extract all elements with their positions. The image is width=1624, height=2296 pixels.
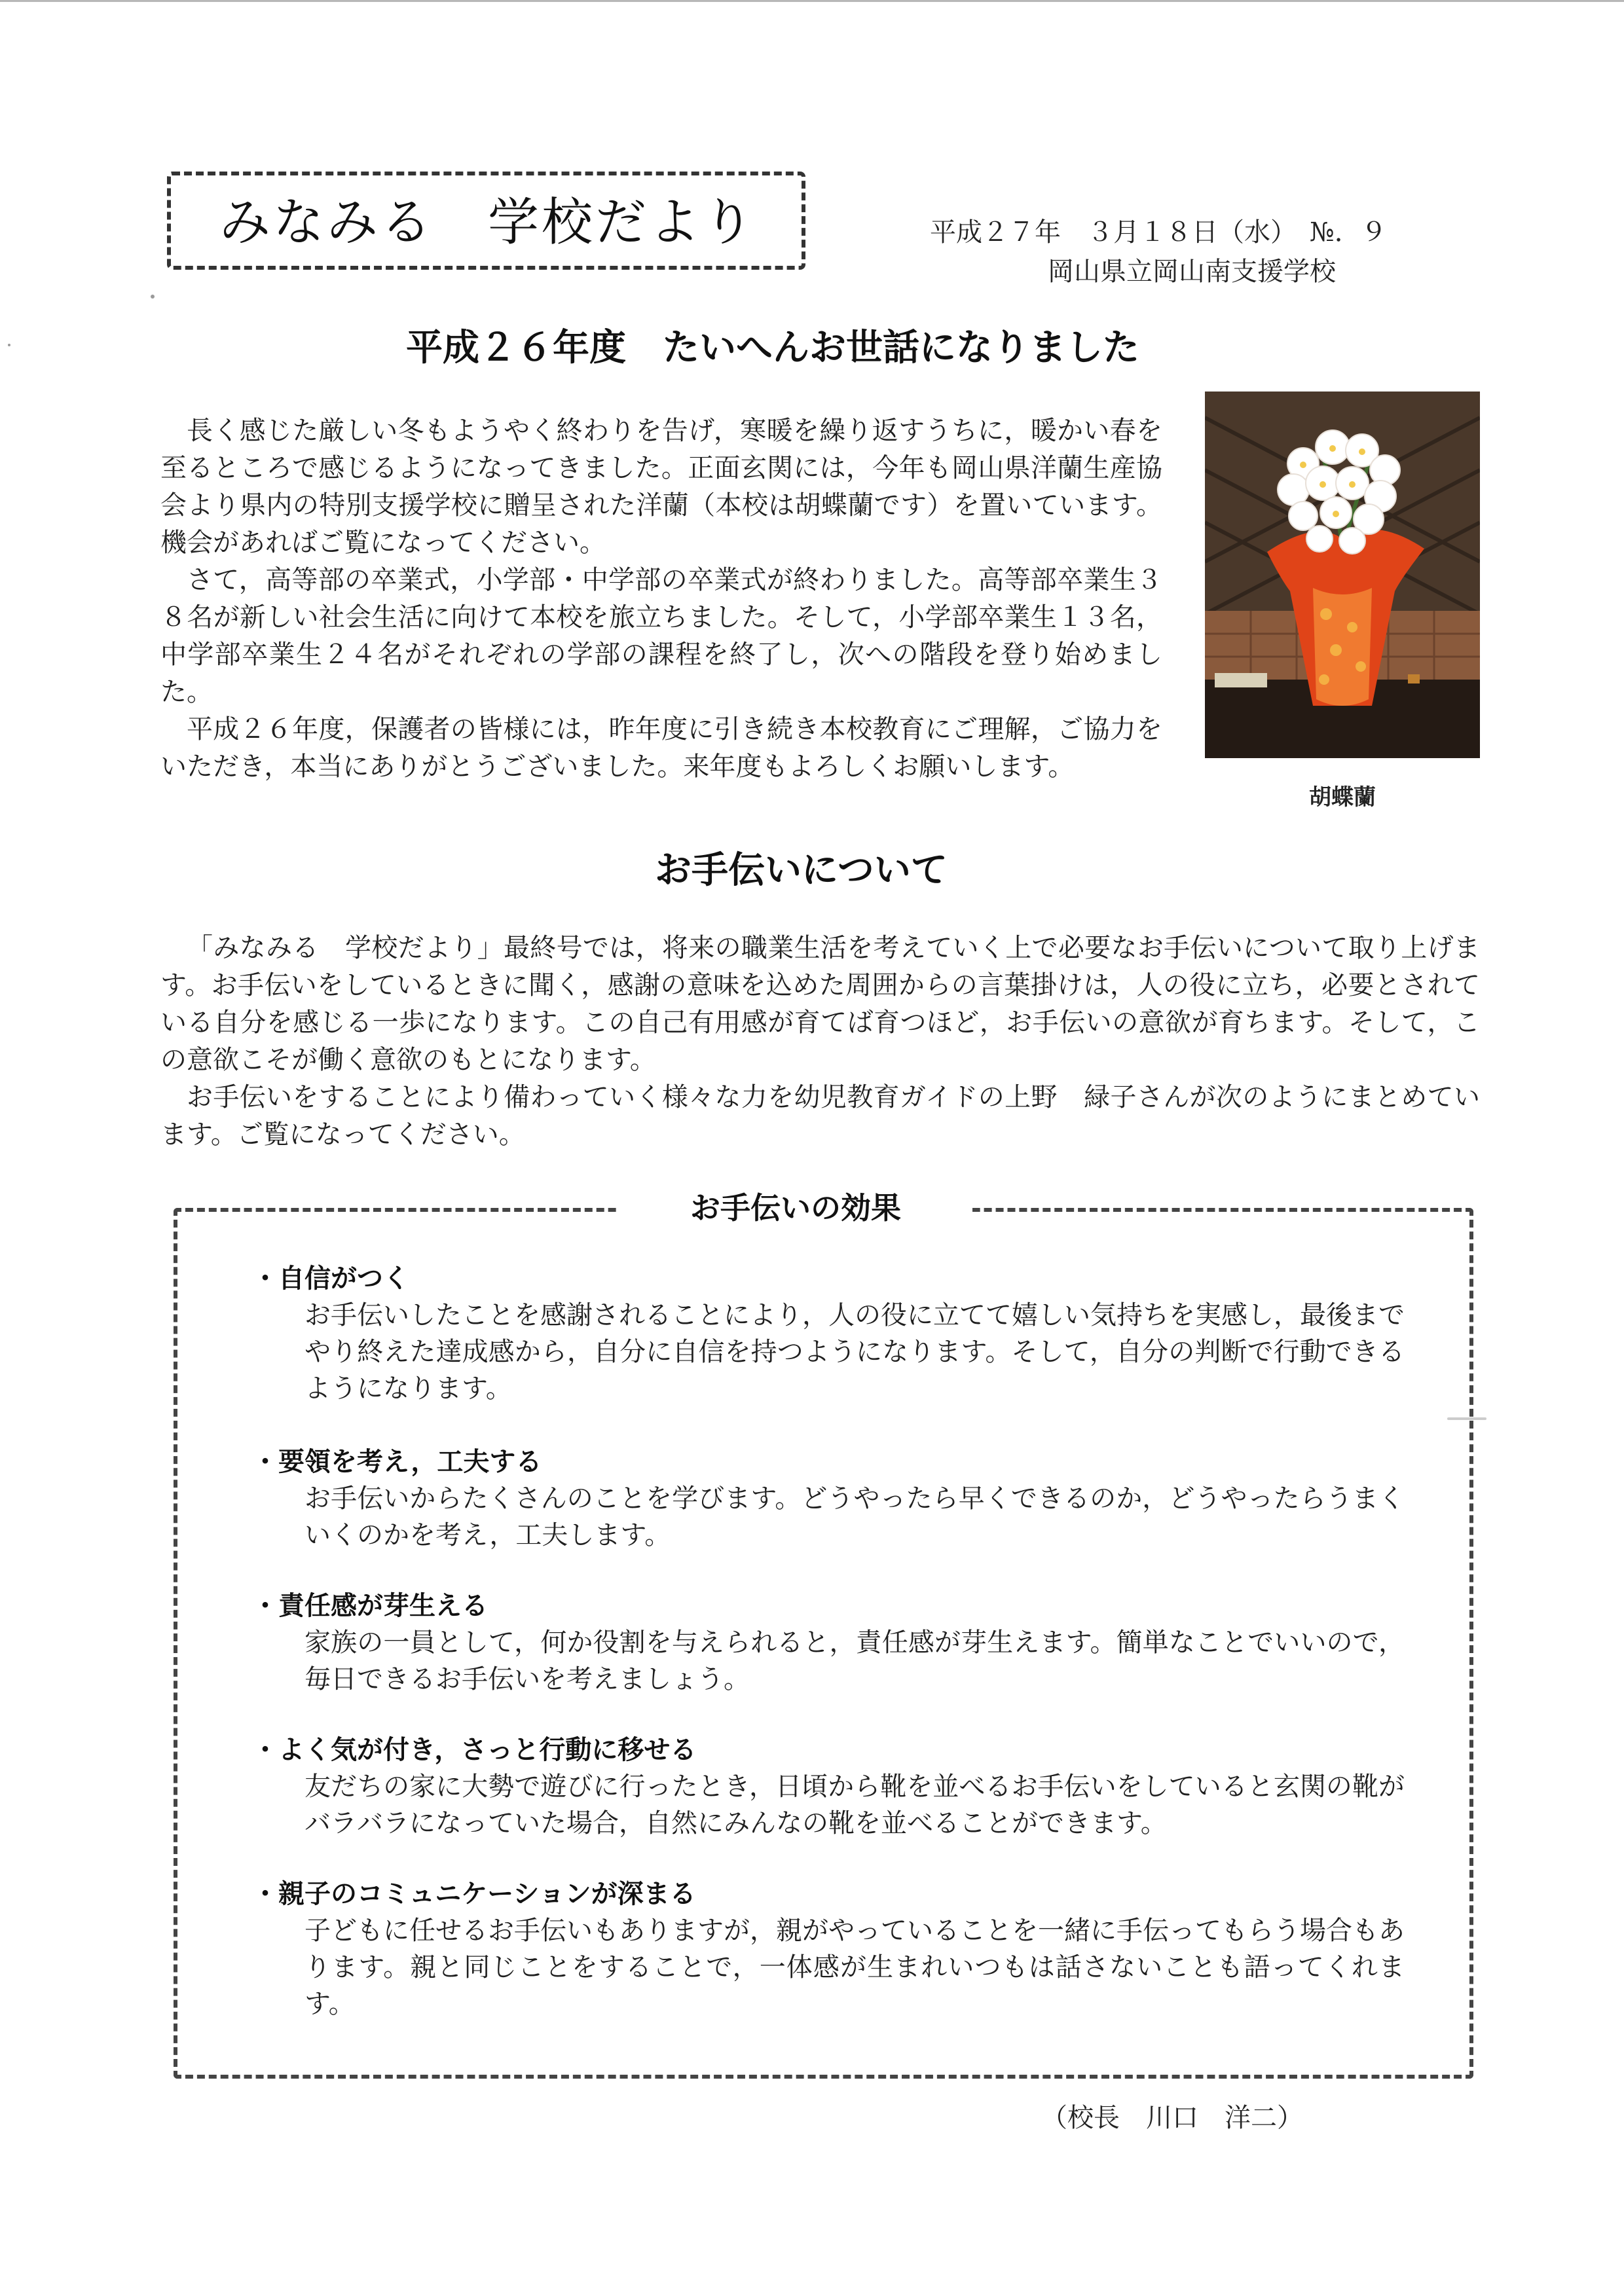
orchid-illustration [1205,392,1480,758]
scan-speck [151,295,155,299]
scan-speck [1447,1417,1486,1420]
effect-item-body: お手伝いからたくさんのことを学びます。どうやったら早くできるのか，どうやったらうまくいくのかを考え，工夫します。 [304,1484,1405,1550]
orchid-photo [1205,392,1480,758]
section-heading-chores: お手伝いについて [655,849,948,892]
effect-item-title: ・責任感が芽生える [252,1591,488,1621]
paragraph: さて，高等部の卒業式，小学部・中学部の卒業式が終わりました。高等部卒業生３８名が新しい社会生活に向けて本校を旅立ちました。そして，小学部卒業生１３名，中学部卒業生２４名がそれぞれの学部の課程を終了し，次への階段を登り始めました。 [160,565,1162,707]
effects-box-title: お手伝いの効果 [619,1185,972,1231]
section-body-chores [160,930,1480,1159]
paragraph: 長く感じた厳しい冬もようやく終わりを告げ，寒暖を繰り返すうちに，暖かい春を至るところで感じるようになってきました。正面玄関には，今年も岡山県洋蘭生産協会より県内の特別支援学校に贈呈された洋蘭（本校は胡蝶蘭です）を置いています。機会があればご覧になってください。 [160,416,1162,558]
effect-item [252,1876,1405,2022]
effect-item [252,1444,1405,1554]
effect-item-body: 家族の一員として，何か役割を与えられると，責任感が芽生えます。簡単なことでいいので，毎日できるお手伝いを考えましょう。 [304,1628,1405,1694]
scan-edge [0,0,1624,2]
effect-item-title: ・要領を考え，工夫する [252,1447,542,1477]
photo-caption: 胡蝶蘭 [1309,784,1376,811]
effect-item-body: 友だちの家に大勢で遊びに行ったとき，日頃から靴を並べるお手伝いをしていると玄関の靴がバラバラになっていた場合，自然にみんなの靴を並べることができます。 [304,1772,1405,1838]
effect-item [252,1260,1405,1407]
section-body-thanks [160,412,1162,818]
paragraph: 「みなみる 学校だより」最終号では，将来の職業生活を考えていく上で必要なお手伝いについて取り上げます。お手伝いをしているときに聞く，感謝の意味を込めた周囲からの言葉掛けは，人の役に立ち，必要とされている自分を感じる一歩になります。この自己有用感が育てば育つほど，お手伝いの意欲が育ちます。そして，この意欲こそが働く意欲のもとになります。 [160,933,1480,1075]
principal-signature: （校長 川口 洋二） [1041,2103,1303,2133]
section-heading-thanks: 平成２６年度 たいへんお世話になりました [406,327,1139,369]
effect-item-title: ・自信がつく [252,1264,409,1294]
paragraph: お手伝いをすることにより備わっていく様々な力を幼児教育ガイドの上野 緑子さんが次のようにまとめています。ご覧になってください。 [160,1082,1480,1150]
issue-date-number: 平成２７年 ３月１８日（水） №．９ [930,217,1387,247]
effect-item [252,1588,1405,1698]
effect-item-body: 子どもに任せるお手伝いもありますが，親がやっていることを一緒に手伝ってもらう場合もあります。親と同じことをすることで，一体感が生まれいつもは話さないことも語ってくれます。 [304,1916,1405,2019]
newsletter-title: みなみる 学校だより [219,193,757,252]
scan-speck [8,344,10,346]
paragraph: 平成２６年度，保護者の皆様には，昨年度に引き続き本校教育にご理解，ご協力をいただき，本当にありがとうございました。来年度もよろしくお願いします。 [160,714,1162,782]
effect-item-body: お手伝いしたことを感謝されることにより，人の役に立てて嬉しい気持ちを実感し，最後までやり終えた達成感から，自分に自信を持つようになります。そして，自分の判断で行動できるようになります。 [304,1300,1405,1404]
effect-item-title: ・親子のコミュニケーションが深まる [252,1879,696,1909]
school-name: 岡山県立岡山南支援学校 [1048,257,1336,287]
effect-item-title: ・よく気が付き，さっと行動に移せる [252,1735,697,1765]
effect-item [252,1732,1405,1842]
